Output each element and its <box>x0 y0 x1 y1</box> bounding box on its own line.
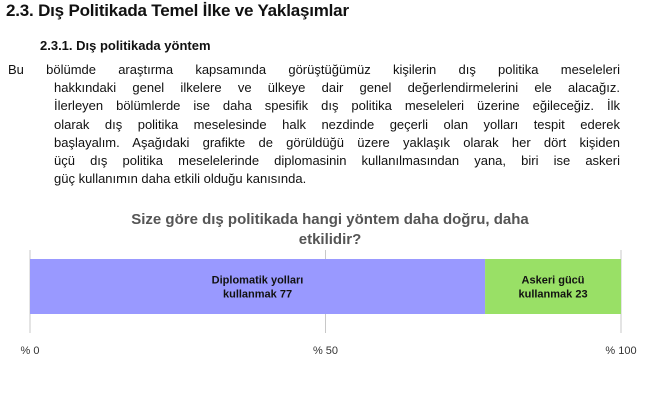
chart-title-line: Size göre dış politikada hangi yöntem daha doğru, daha <box>131 211 529 228</box>
paragraph-line: İlerleyen bölümlerde ise daha spesifik dış politika meseleleri üzerine eğileceğiz. İlk <box>54 98 620 114</box>
bar-segment <box>30 259 485 314</box>
subsection-heading: 2.3.1. Dış politikada yöntem <box>40 38 211 53</box>
paragraph-line: güç kullanımın daha etkili olduğu kanısında. <box>54 171 307 187</box>
paragraph-line: başlayalım. Aşağıdaki grafikte de görüldüğü üzere yaklaşık olarak her dört kişiden <box>54 134 620 150</box>
tick-label: % 100 <box>605 345 637 357</box>
bar-segment <box>485 259 621 314</box>
paragraph-line: hakkındaki genel ilkelere ve ülkeye dair genel değerlendirmelerini ele alacağız. <box>54 80 620 96</box>
section-heading: 2.3. Dış Politikada Temel İlke ve Yaklaşımlar <box>6 1 349 20</box>
paragraph-line: Bu bölümde araştırma kapsamında görüştüğümüz kişilerin dış politika meseleleri <box>8 62 620 77</box>
data-label: Askeri gücü <box>521 274 585 287</box>
paragraph-line: olarak dış politika meselesinde halk nezdinde geçerli olan yolları tespit ederek <box>54 116 620 132</box>
tick-label: % 50 <box>312 345 339 357</box>
tick-label: % 0 <box>20 345 40 357</box>
paragraph-line: üçü dış politika meselelerinde diplomasinin kullanılmasından yana, biri ise askeri <box>54 153 620 169</box>
chart-title-line: etkilidir? <box>298 231 362 248</box>
data-label: Diplomatik yolları <box>211 274 304 287</box>
data-label: kullanmak 23 <box>518 288 588 301</box>
data-label: kullanmak 77 <box>222 288 293 301</box>
